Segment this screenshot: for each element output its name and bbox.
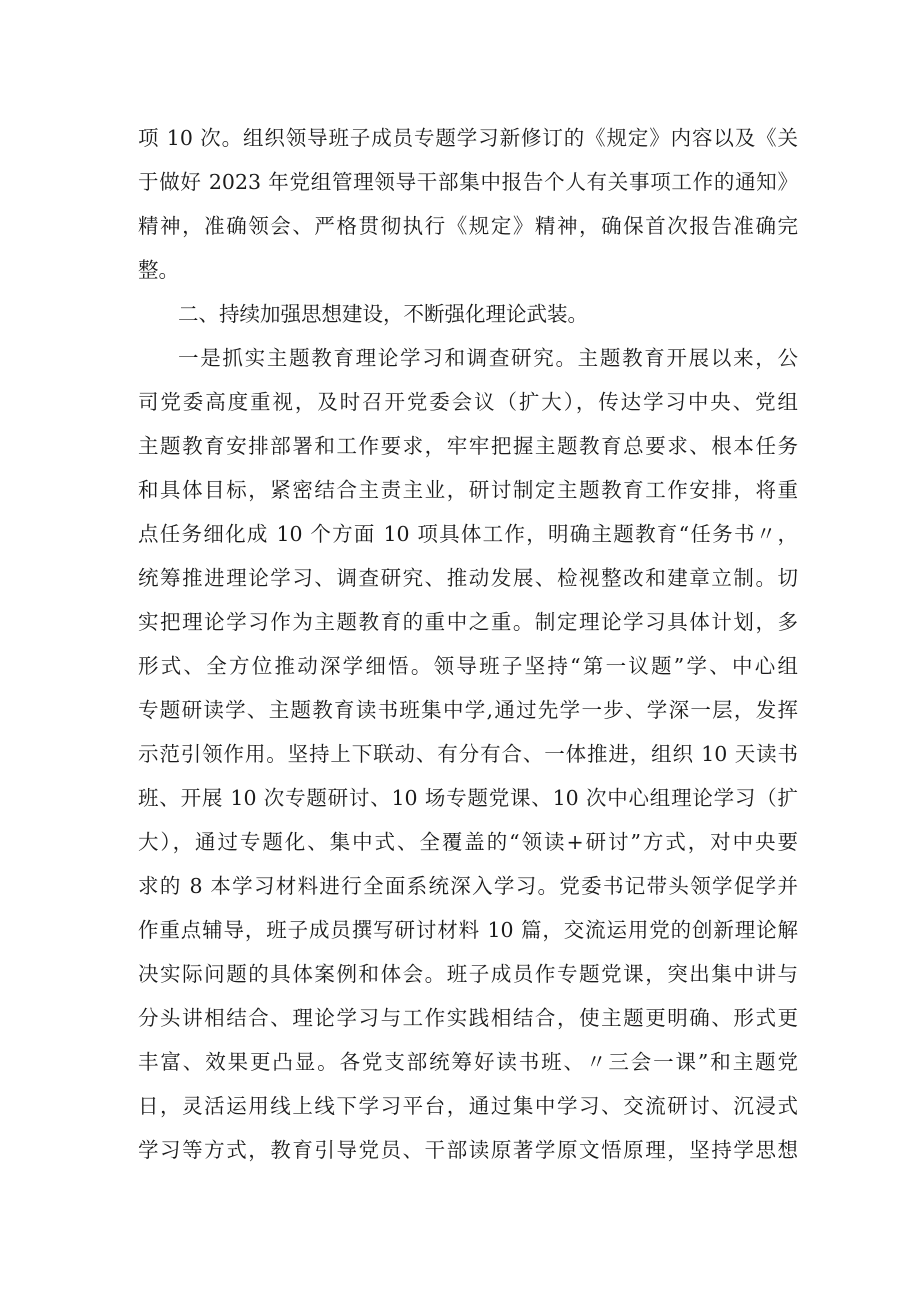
text-line: 和具体目标，紧密结合主责主业，研讨制定主题教育工作安排，将重 (138, 478, 798, 502)
text-line: 于做好 2023 年党组管理领导干部集中报告个人有关事项工作的通知》 (138, 170, 798, 194)
text-line: 形式、全方位推动深学细悟。领导班子坚持“第一议题”学、中心组 (138, 654, 798, 678)
text-line: 学习等方式，教育引导党员、干部读原著学原文悟原理，坚持学思想 (138, 1138, 798, 1162)
text-line: 大），通过专题化、集中式、全覆盖的“领读+研讨”方式，对中央要 (138, 830, 798, 854)
text-line: 一是抓实主题教育理论学习和调查研究。主题教育开展以来，公 (178, 346, 798, 370)
text-line: 作重点辅导，班子成员撰写研讨材料 10 篇，交流运用党的创新理论解 (138, 918, 798, 942)
text-line: 主题教育安排部署和工作要求，牢牢把握主题教育总要求、根本任务 (138, 434, 798, 458)
text-line: 求的 8 本学习材料进行全面系统深入学习。党委书记带头领学促学并 (138, 874, 798, 898)
text-line: 精神，准确领会、严格贯彻执行《规定》精神，确保首次报告准确完 (138, 214, 798, 238)
document-body (138, 116, 798, 1172)
text-line: 决实际问题的具体案例和体会。班子成员作专题党课，突出集中讲与 (138, 962, 798, 986)
text-line: 司党委高度重视，及时召开党委会议（扩大），传达学习中央、党组 (138, 390, 798, 414)
section-heading-text: 二、持续加强思想建设，不断强化理论武装。 (178, 302, 588, 326)
paragraph-theme-education (138, 336, 798, 1172)
text-line: 点任务细化成 10 个方面 10 项具体工作，明确主题教育“任务书〃， (138, 522, 798, 546)
text-line: 整。 (138, 258, 179, 282)
text-line: 专题研读学、主题教育读书班集中学,通过先学一步、学深一层，发挥 (138, 698, 798, 722)
text-line: 项 10 次。组织领导班子成员专题学习新修订的《规定》内容以及《关 (138, 126, 798, 150)
text-line: 示范引领作用。坚持上下联动、有分有合、一体推进，组织 10 天读书 (138, 742, 798, 766)
text-line: 丰富、效果更凸显。各党支部统筹好读书班、〃三会一课”和主题党 (138, 1050, 798, 1074)
section-heading (138, 292, 798, 336)
text-line: 实把理论学习作为主题教育的重中之重。制定理论学习具体计划，多 (138, 610, 798, 634)
text-line: 分头讲相结合、理论学习与工作实践相结合，使主题更明确、形式更 (138, 1006, 798, 1030)
paragraph-regulation-study (138, 116, 798, 292)
text-line: 统筹推进理论学习、调查研究、推动发展、检视整改和建章立制。切 (138, 566, 798, 590)
text-line: 班、开展 10 次专题研讨、10 场专题党课、10 次中心组理论学习（扩 (138, 786, 798, 810)
text-line: 日，灵活运用线上线下学习平台，通过集中学习、交流研讨、沉浸式 (138, 1094, 798, 1118)
